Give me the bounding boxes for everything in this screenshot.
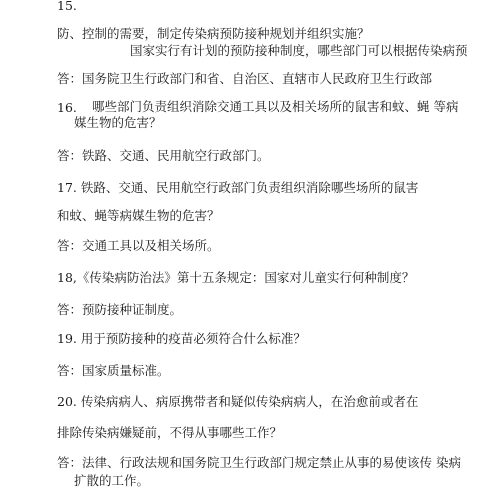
q20-text-line-2: 排除传染病嫌疑前，不得从事哪些工作？ xyxy=(57,425,283,440)
q20-text-line-1: 20. 传染病病人、病原携带者和疑似传染病病人，在治愈前或者在 xyxy=(57,394,419,409)
q17-text-line-1: 17. 铁路、交通、民用航空行政部门负责组织消除哪些场所的鼠害 xyxy=(57,180,419,195)
q16-number: 16. xyxy=(57,100,77,115)
q19-text: 19. 用于预防接种的疫苗必须符合什么标准？ xyxy=(57,331,306,346)
q17-text-line-2: 和蚊、蝇等病媒生物的危害？ xyxy=(57,208,220,223)
q17-answer: 答：交通工具以及相关场所。 xyxy=(57,238,220,253)
q15-answer: 答：国务院卫生行政部门和省、自治区、直辖市人民政府卫生行政部 xyxy=(57,71,433,86)
q18-text: 18,《传染病防治法》第十五条规定：国家对儿童实行何种制度？ xyxy=(57,270,415,285)
q16-answer: 答：铁路、交通、民用航空行政部门。 xyxy=(57,148,270,163)
q20-answer-line-1: 答：法律、行政法规和国务院卫生行政部门规定禁止从事的易使该传 染病 xyxy=(57,455,461,470)
q20-answer-line-2: 扩散的工作。 xyxy=(74,473,150,488)
q15-text-line-1: 防、控制的需要，制定传染病预防接种规划并组织实施？ xyxy=(57,26,370,41)
q16-text-line-2: 媒生物的危害？ xyxy=(74,115,162,130)
q19-answer: 答：国家质量标准。 xyxy=(57,363,170,378)
q15-text-line-2: 国家实行有计划的预防接种制度，哪些部门可以根据传染病预 xyxy=(130,43,468,58)
q15-number: 15. xyxy=(57,0,77,13)
q16-text-line-1: 哪些部门负责组织消除交通工具以及相关场所的鼠害和蚊、蝇 等病 xyxy=(92,99,459,114)
q18-answer: 答：预防接种证制度。 xyxy=(57,302,183,317)
